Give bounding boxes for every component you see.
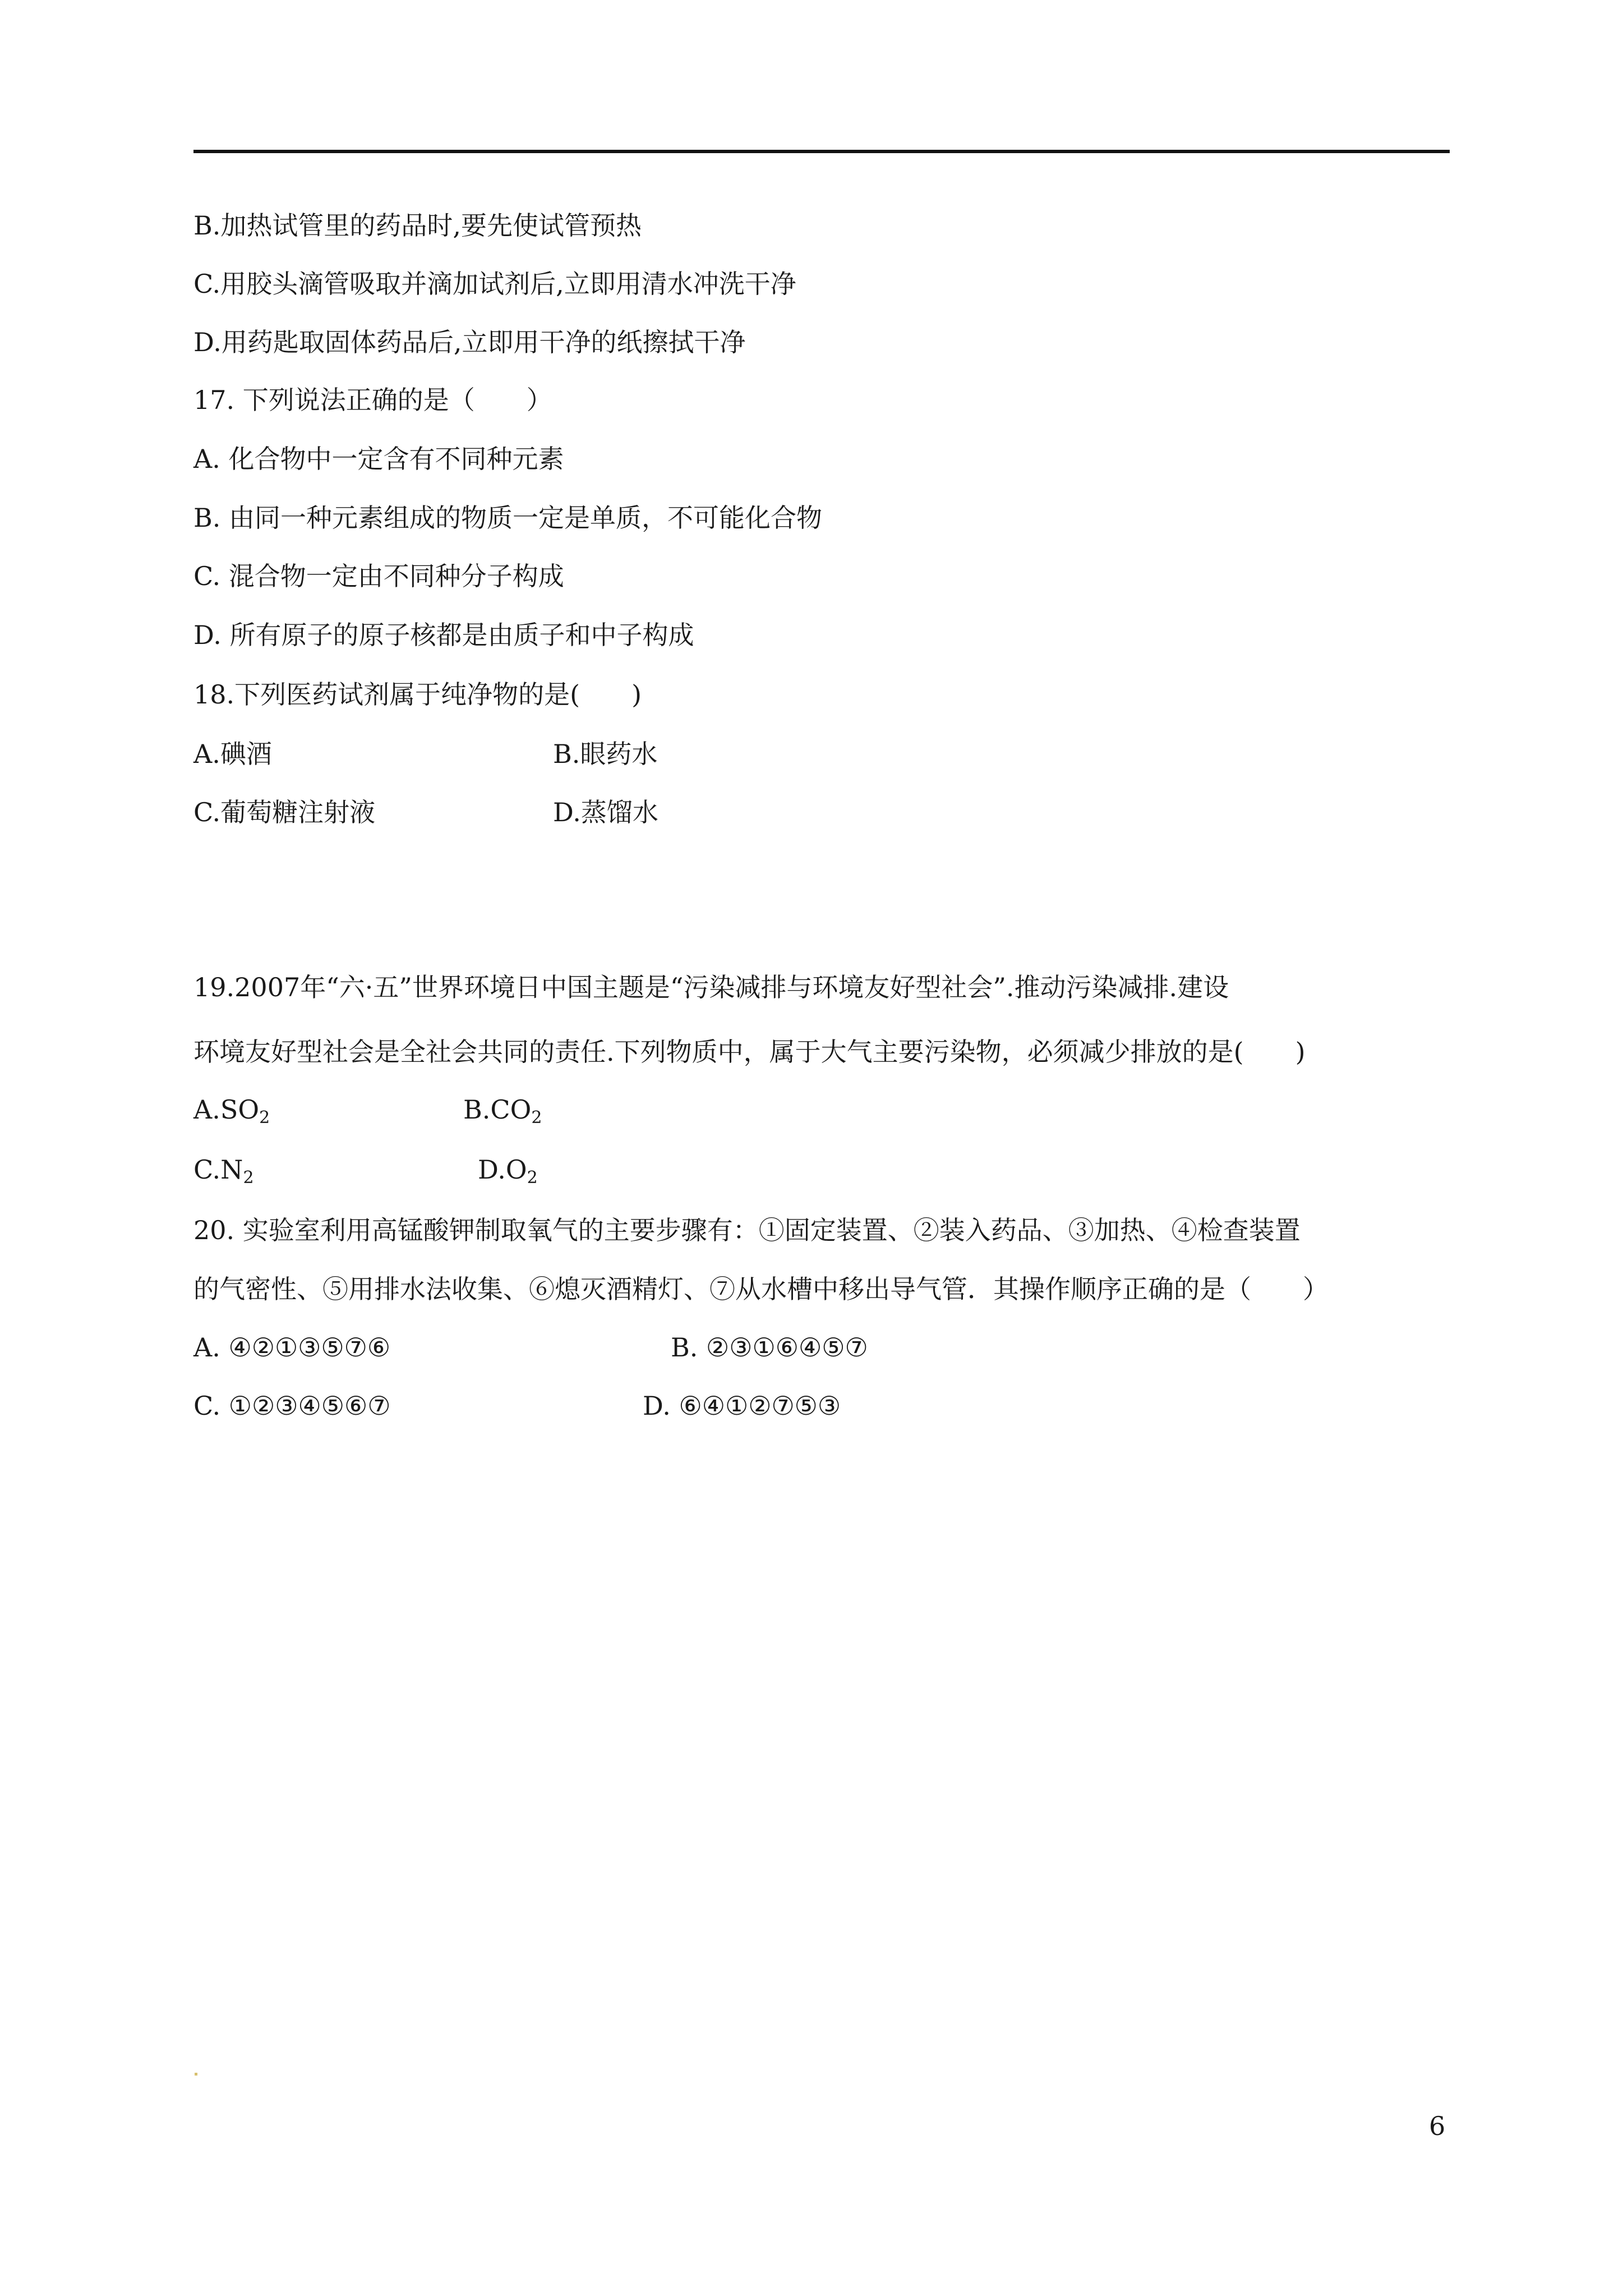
q19-stem-line2: 环境友好型社会是全社会共同的责任.下列物质中，属于大气主要污染物，必须减少排放的是( ) [193, 1037, 1306, 1067]
q19-option-d-sub: 2 [527, 1168, 538, 1188]
q19-option-c-sub: 2 [243, 1168, 254, 1188]
q16-option-d: D.用药匙取固体药品后,立即用干净的纸擦拭干净 [193, 327, 746, 357]
q17-option-c: C. 混合物一定由不同种分子构成 [193, 561, 564, 591]
q18-option-d: D.蒸馏水 [553, 797, 658, 827]
stray-dot [195, 2073, 197, 2076]
q18-option-c: C.葡萄糖注射液 [193, 797, 376, 827]
q20-option-d: D. ⑥④①②⑦⑤③ [643, 1391, 841, 1421]
q20-option-c: C. ①②③④⑤⑥⑦ [193, 1391, 391, 1421]
page-number: 6 [1429, 2111, 1446, 2141]
q19-option-a-text: A.SO [193, 1094, 260, 1125]
q19-option-c [193, 1153, 254, 1186]
q19-option-a [193, 1093, 270, 1126]
q17-option-b: B. 由同一种元素组成的物质一定是单质，不可能化合物 [193, 503, 823, 533]
q17-stem: 17. 下列说法正确的是（ ） [193, 385, 552, 415]
q17-option-a: A. 化合物中一定含有不同种元素 [193, 444, 564, 474]
q19-option-d-text: D.O [478, 1154, 527, 1185]
q20-option-b: B. ②③①⑥④⑤⑦ [671, 1332, 868, 1363]
q19-option-d [478, 1153, 538, 1186]
q16-option-c: C.用胶头滴管吸取并滴加试剂后,立即用清水冲洗干净 [193, 269, 796, 299]
q18-option-a: A.碘酒 [193, 739, 272, 769]
q20-stem-line2: 的气密性、⑤用排水法收集、⑥熄灭酒精灯、⑦从水槽中移出导气管．其操作顺序正确的是（ ） [193, 1274, 1329, 1304]
q19-option-b-sub: 2 [531, 1108, 542, 1128]
q20-option-a: A. ④②①③⑤⑦⑥ [193, 1332, 391, 1363]
header-rule [193, 150, 1450, 153]
q18-stem: 18.下列医药试剂属于纯净物的是( ) [193, 679, 642, 710]
q19-option-a-sub: 2 [259, 1108, 270, 1128]
q16-option-b: B.加热试管里的药品时,要先使试管预热 [193, 210, 642, 241]
q19-stem-line1: 19.2007年“六·五”世界环境日中国主题是“污染减排与环境友好型社会”.推动污染减排.建设 [193, 972, 1229, 1002]
q18-option-b: B.眼药水 [553, 739, 658, 769]
q19-option-b-text: B.CO [463, 1094, 532, 1125]
q19-option-c-text: C.N [193, 1154, 243, 1185]
q20-stem-line1: 20. 实验室利用高锰酸钾制取氧气的主要步骤有：①固定装置、②装入药品、③加热、④检查装置 [193, 1215, 1301, 1245]
q19-option-b [463, 1093, 542, 1126]
q17-option-d: D. 所有原子的原子核都是由质子和中子构成 [193, 620, 694, 650]
